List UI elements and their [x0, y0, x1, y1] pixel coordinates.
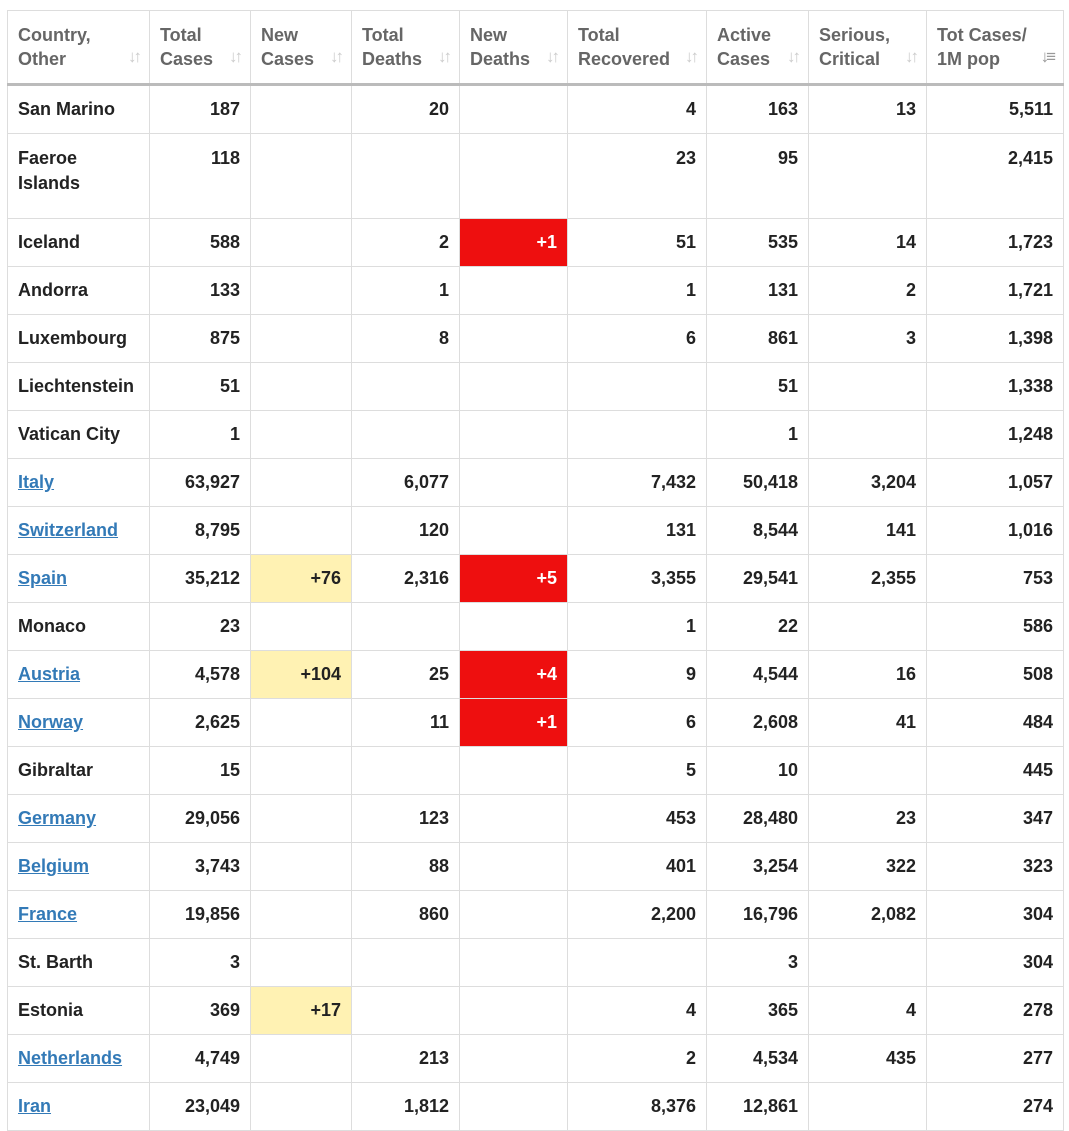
- column-header[interactable]: [809, 11, 927, 85]
- value-cell: +1: [460, 699, 568, 747]
- value-cell: [352, 603, 460, 651]
- value-cell: [352, 134, 460, 219]
- value-cell: 445: [927, 747, 1064, 795]
- value-cell: 3: [150, 939, 251, 987]
- country-link[interactable]: Netherlands: [18, 1048, 123, 1068]
- value-cell: 16: [809, 651, 927, 699]
- value-cell: 6: [568, 315, 707, 363]
- sort-icon[interactable]: ↓↑: [229, 47, 240, 66]
- value-cell: [352, 411, 460, 459]
- value-cell: 23,049: [150, 1083, 251, 1131]
- value-cell: 278: [927, 987, 1064, 1035]
- country-cell: Liechtenstein: [8, 363, 150, 411]
- value-cell: 8,544: [707, 507, 809, 555]
- value-cell: 1: [352, 267, 460, 315]
- value-cell: 860: [352, 891, 460, 939]
- value-cell: 7,432: [568, 459, 707, 507]
- value-cell: [352, 747, 460, 795]
- value-cell: 1,016: [927, 507, 1064, 555]
- table-row: [8, 843, 1064, 891]
- column-header[interactable]: [927, 11, 1064, 85]
- value-cell: 163: [707, 85, 809, 134]
- value-cell: 322: [809, 843, 927, 891]
- value-cell: 2: [568, 1035, 707, 1083]
- coronavirus-cases-table: [7, 10, 1064, 1131]
- value-cell: 1,812: [352, 1083, 460, 1131]
- country-cell: Vatican City: [8, 411, 150, 459]
- value-cell: 3,743: [150, 843, 251, 891]
- table-row: [8, 219, 1064, 267]
- table-row: [8, 555, 1064, 603]
- value-cell: 12,861: [707, 1083, 809, 1131]
- sort-icon[interactable]: ↓↑: [787, 47, 798, 66]
- value-cell: 3,254: [707, 843, 809, 891]
- country-link[interactable]: Austria: [18, 664, 81, 684]
- value-cell: 535: [707, 219, 809, 267]
- value-cell: 8,376: [568, 1083, 707, 1131]
- value-cell: 1,057: [927, 459, 1064, 507]
- value-cell: 131: [568, 507, 707, 555]
- value-cell: 6: [568, 699, 707, 747]
- value-cell: 3: [809, 315, 927, 363]
- column-header-label: Country, Other: [18, 25, 91, 69]
- value-cell: [251, 699, 352, 747]
- value-cell: [460, 843, 568, 891]
- value-cell: [251, 315, 352, 363]
- value-cell: 4: [568, 85, 707, 134]
- value-cell: 8,795: [150, 507, 251, 555]
- value-cell: 4,534: [707, 1035, 809, 1083]
- value-cell: [251, 363, 352, 411]
- value-cell: +4: [460, 651, 568, 699]
- value-cell: 347: [927, 795, 1064, 843]
- value-cell: 875: [150, 315, 251, 363]
- value-cell: 3,355: [568, 555, 707, 603]
- value-cell: 16,796: [707, 891, 809, 939]
- value-cell: 25: [352, 651, 460, 699]
- column-header-label: New Deaths: [470, 25, 531, 69]
- country-cell: [8, 843, 150, 891]
- value-cell: [251, 219, 352, 267]
- value-cell: [251, 747, 352, 795]
- value-cell: 3,204: [809, 459, 927, 507]
- value-cell: 304: [927, 891, 1064, 939]
- value-cell: 2,415: [927, 134, 1064, 219]
- value-cell: 323: [927, 843, 1064, 891]
- value-cell: 9: [568, 651, 707, 699]
- table-row: [8, 747, 1064, 795]
- value-cell: 8: [352, 315, 460, 363]
- value-cell: [251, 459, 352, 507]
- value-cell: 4: [568, 987, 707, 1035]
- value-cell: 4,749: [150, 1035, 251, 1083]
- value-cell: 1: [150, 411, 251, 459]
- table-row: [8, 85, 1064, 134]
- value-cell: 861: [707, 315, 809, 363]
- column-header[interactable]: [251, 11, 352, 85]
- value-cell: 123: [352, 795, 460, 843]
- column-header-label: Total Deaths: [362, 25, 423, 69]
- value-cell: 435: [809, 1035, 927, 1083]
- column-header[interactable]: [8, 11, 150, 85]
- value-cell: [251, 891, 352, 939]
- table-row: [8, 891, 1064, 939]
- value-cell: [460, 315, 568, 363]
- value-cell: 1,721: [927, 267, 1064, 315]
- value-cell: [352, 987, 460, 1035]
- country-cell: Iceland: [8, 219, 150, 267]
- value-cell: [251, 795, 352, 843]
- value-cell: [809, 747, 927, 795]
- value-cell: 3: [707, 939, 809, 987]
- table-row: [8, 651, 1064, 699]
- value-cell: 586: [927, 603, 1064, 651]
- value-cell: 4,578: [150, 651, 251, 699]
- table-row: [8, 795, 1064, 843]
- value-cell: [460, 1035, 568, 1083]
- value-cell: 131: [707, 267, 809, 315]
- value-cell: [809, 134, 927, 219]
- value-cell: [568, 411, 707, 459]
- value-cell: +5: [460, 555, 568, 603]
- value-cell: 23: [568, 134, 707, 219]
- country-cell: St. Barth: [8, 939, 150, 987]
- value-cell: 50,418: [707, 459, 809, 507]
- value-cell: +17: [251, 987, 352, 1035]
- value-cell: [460, 134, 568, 219]
- table-row: [8, 603, 1064, 651]
- value-cell: [251, 267, 352, 315]
- value-cell: 277: [927, 1035, 1064, 1083]
- value-cell: [460, 459, 568, 507]
- country-cell: [8, 459, 150, 507]
- value-cell: 13: [809, 85, 927, 134]
- column-header[interactable]: [707, 11, 809, 85]
- sort-icon[interactable]: ↓↑: [546, 47, 557, 66]
- value-cell: [460, 411, 568, 459]
- country-link[interactable]: Iran: [18, 1096, 52, 1116]
- value-cell: 2,082: [809, 891, 927, 939]
- value-cell: 753: [927, 555, 1064, 603]
- country-cell: Andorra: [8, 267, 150, 315]
- country-cell: [8, 891, 150, 939]
- value-cell: [251, 843, 352, 891]
- value-cell: 2,316: [352, 555, 460, 603]
- value-cell: 369: [150, 987, 251, 1035]
- value-cell: 365: [707, 987, 809, 1035]
- value-cell: [460, 795, 568, 843]
- column-header[interactable]: [568, 11, 707, 85]
- value-cell: [251, 507, 352, 555]
- value-cell: [809, 939, 927, 987]
- value-cell: 51: [568, 219, 707, 267]
- column-header-label: Total Cases: [160, 25, 214, 69]
- value-cell: [251, 1083, 352, 1131]
- value-cell: 1,338: [927, 363, 1064, 411]
- value-cell: 2: [352, 219, 460, 267]
- value-cell: 10: [707, 747, 809, 795]
- value-cell: 118: [150, 134, 251, 219]
- value-cell: 187: [150, 85, 251, 134]
- value-cell: 35,212: [150, 555, 251, 603]
- value-cell: [251, 85, 352, 134]
- country-cell: [8, 507, 150, 555]
- sort-icon[interactable]: ↓↑: [438, 47, 449, 66]
- table-row: [8, 315, 1064, 363]
- country-cell: Faeroe Islands: [8, 134, 150, 219]
- country-cell: Monaco: [8, 603, 150, 651]
- table-row: [8, 267, 1064, 315]
- table-row: [8, 507, 1064, 555]
- value-cell: [460, 603, 568, 651]
- value-cell: 141: [809, 507, 927, 555]
- value-cell: [251, 1035, 352, 1083]
- country-cell: [8, 555, 150, 603]
- value-cell: [352, 939, 460, 987]
- value-cell: 88: [352, 843, 460, 891]
- sort-icon[interactable]: ↓↑: [685, 47, 696, 66]
- value-cell: 5: [568, 747, 707, 795]
- country-link[interactable]: Italy: [18, 472, 55, 492]
- table-row: [8, 411, 1064, 459]
- value-cell: 28,480: [707, 795, 809, 843]
- value-cell: 453: [568, 795, 707, 843]
- value-cell: 29,541: [707, 555, 809, 603]
- value-cell: 15: [150, 747, 251, 795]
- table-row: [8, 1035, 1064, 1083]
- value-cell: 484: [927, 699, 1064, 747]
- value-cell: [460, 987, 568, 1035]
- column-header-label: New Cases: [261, 25, 315, 69]
- column-header-label: Total Recovered: [578, 25, 671, 69]
- value-cell: [251, 939, 352, 987]
- table-row: [8, 699, 1064, 747]
- value-cell: 51: [150, 363, 251, 411]
- value-cell: [251, 411, 352, 459]
- country-cell: [8, 795, 150, 843]
- value-cell: [460, 85, 568, 134]
- value-cell: [809, 603, 927, 651]
- value-cell: 2,200: [568, 891, 707, 939]
- country-cell: [8, 699, 150, 747]
- value-cell: 274: [927, 1083, 1064, 1131]
- value-cell: +1: [460, 219, 568, 267]
- country-cell: Estonia: [8, 987, 150, 1035]
- value-cell: 508: [927, 651, 1064, 699]
- value-cell: 401: [568, 843, 707, 891]
- column-header[interactable]: [460, 11, 568, 85]
- value-cell: [809, 363, 927, 411]
- value-cell: [460, 363, 568, 411]
- value-cell: 2: [809, 267, 927, 315]
- value-cell: [460, 747, 568, 795]
- value-cell: 1,248: [927, 411, 1064, 459]
- value-cell: 6,077: [352, 459, 460, 507]
- country-cell: San Marino: [8, 85, 150, 134]
- value-cell: [809, 411, 927, 459]
- table-row: [8, 1083, 1064, 1131]
- table-row: [8, 363, 1064, 411]
- table-row: [8, 459, 1064, 507]
- column-header-label: Active Cases: [717, 25, 772, 69]
- value-cell: 2,608: [707, 699, 809, 747]
- country-link[interactable]: Belgium: [18, 856, 90, 876]
- value-cell: [568, 363, 707, 411]
- value-cell: 1: [568, 267, 707, 315]
- value-cell: 20: [352, 85, 460, 134]
- table-row: [8, 939, 1064, 987]
- column-header-label: Tot Cases/ 1M pop: [937, 25, 1027, 69]
- value-cell: 120: [352, 507, 460, 555]
- value-cell: 1,723: [927, 219, 1064, 267]
- value-cell: 23: [150, 603, 251, 651]
- value-cell: [568, 939, 707, 987]
- value-cell: 1,398: [927, 315, 1064, 363]
- value-cell: 304: [927, 939, 1064, 987]
- sort-descending-icon[interactable]: ↓≡: [1040, 47, 1053, 66]
- value-cell: 2,625: [150, 699, 251, 747]
- value-cell: [460, 1083, 568, 1131]
- value-cell: 63,927: [150, 459, 251, 507]
- country-link[interactable]: Germany: [18, 808, 97, 828]
- value-cell: 1: [568, 603, 707, 651]
- value-cell: 19,856: [150, 891, 251, 939]
- value-cell: [460, 507, 568, 555]
- country-link[interactable]: Spain: [18, 568, 68, 588]
- value-cell: +104: [251, 651, 352, 699]
- sort-icon[interactable]: ↓↑: [905, 47, 916, 66]
- value-cell: 11: [352, 699, 460, 747]
- column-header-label: Serious, Critical: [819, 25, 891, 69]
- column-header[interactable]: [352, 11, 460, 85]
- value-cell: 23: [809, 795, 927, 843]
- value-cell: [251, 603, 352, 651]
- country-cell: [8, 1035, 150, 1083]
- sort-icon[interactable]: ↓↑: [330, 47, 341, 66]
- country-link[interactable]: Norway: [18, 712, 84, 732]
- value-cell: 95: [707, 134, 809, 219]
- value-cell: 2,355: [809, 555, 927, 603]
- value-cell: [460, 939, 568, 987]
- value-cell: [460, 267, 568, 315]
- value-cell: 588: [150, 219, 251, 267]
- table-row: [8, 987, 1064, 1035]
- value-cell: 29,056: [150, 795, 251, 843]
- value-cell: 213: [352, 1035, 460, 1083]
- value-cell: [809, 1083, 927, 1131]
- value-cell: +76: [251, 555, 352, 603]
- country-cell: [8, 1083, 150, 1131]
- country-link[interactable]: France: [18, 904, 78, 924]
- value-cell: 4: [809, 987, 927, 1035]
- column-header[interactable]: [150, 11, 251, 85]
- country-cell: Luxembourg: [8, 315, 150, 363]
- sort-icon[interactable]: ↓↑: [128, 47, 139, 66]
- value-cell: 5,511: [927, 85, 1064, 134]
- value-cell: [352, 363, 460, 411]
- country-link[interactable]: Switzerland: [18, 520, 119, 540]
- value-cell: 14: [809, 219, 927, 267]
- country-cell: [8, 651, 150, 699]
- value-cell: [251, 134, 352, 219]
- country-cell: Gibraltar: [8, 747, 150, 795]
- value-cell: 4,544: [707, 651, 809, 699]
- table-row: [8, 134, 1064, 219]
- value-cell: [460, 891, 568, 939]
- value-cell: 1: [707, 411, 809, 459]
- value-cell: 51: [707, 363, 809, 411]
- value-cell: 22: [707, 603, 809, 651]
- value-cell: 41: [809, 699, 927, 747]
- value-cell: 133: [150, 267, 251, 315]
